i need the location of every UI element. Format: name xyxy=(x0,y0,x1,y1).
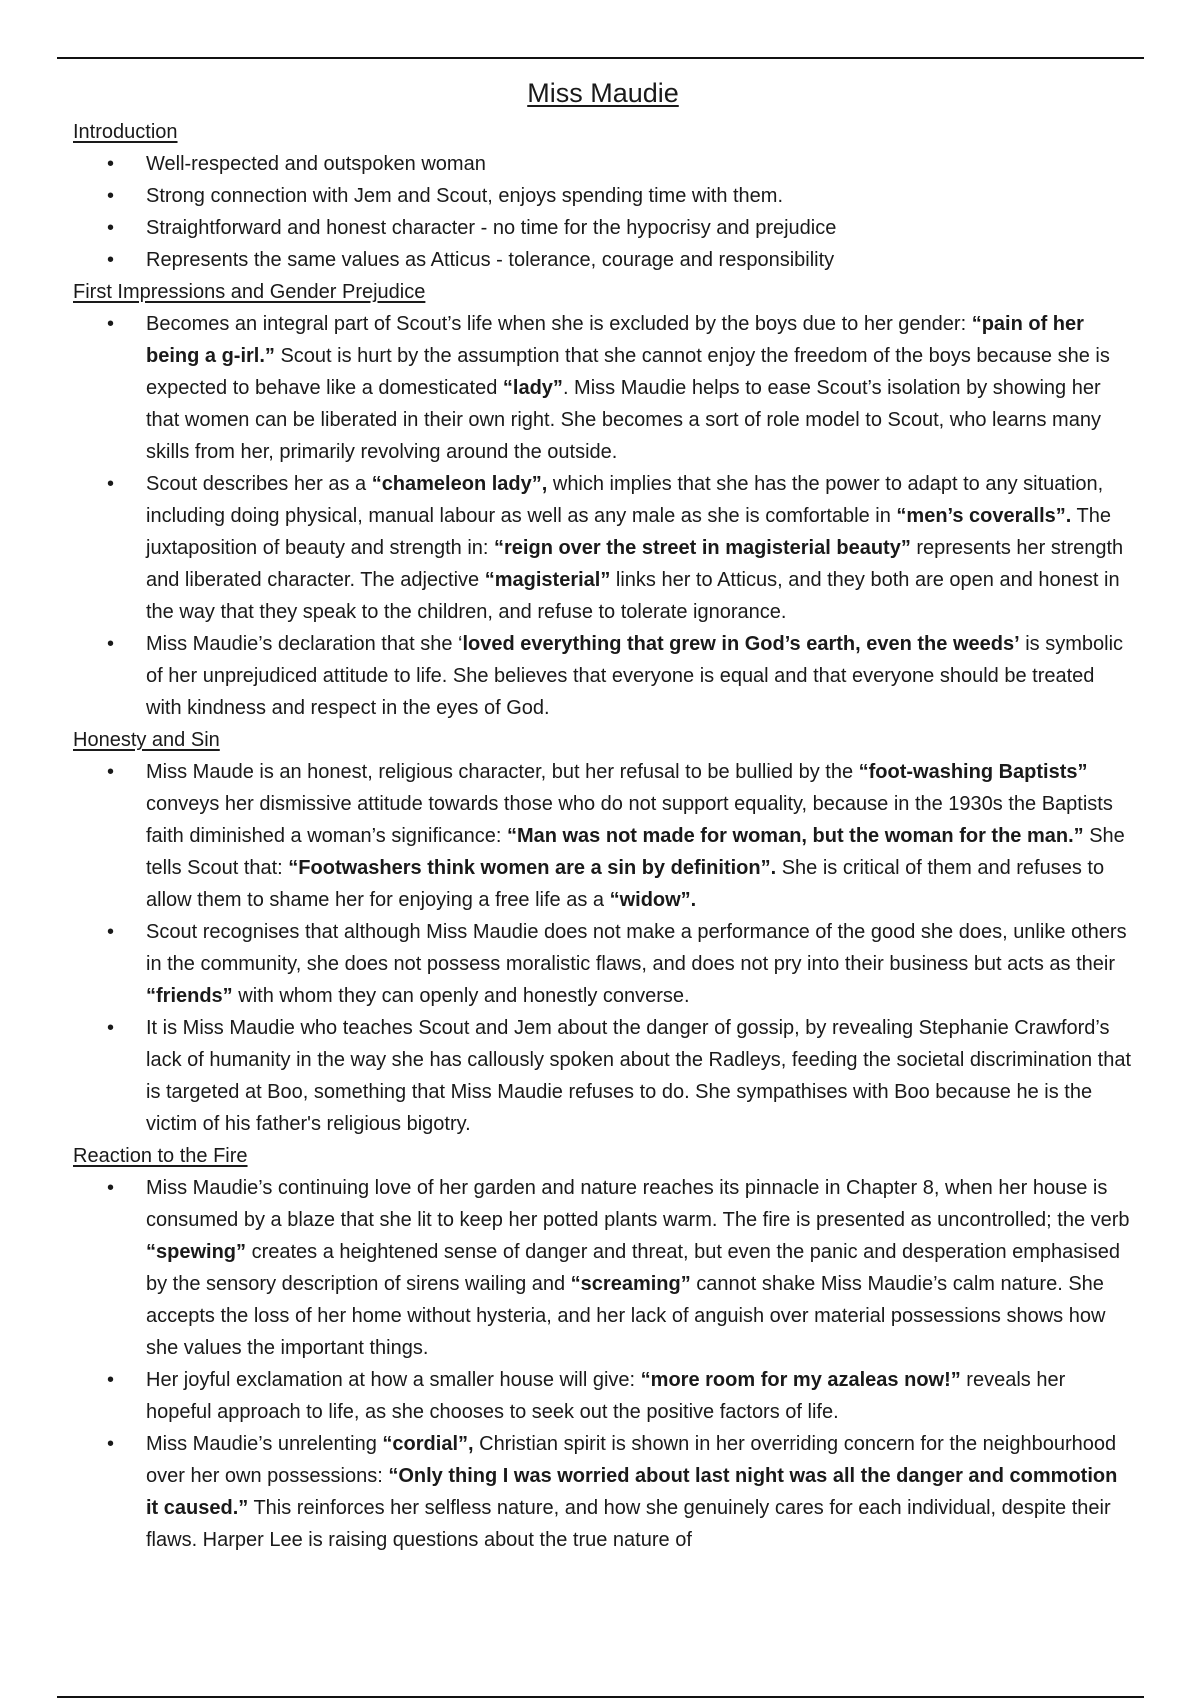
list-item xyxy=(73,1012,1133,1140)
bullet-icon: • xyxy=(107,153,115,175)
quote-text: “lady” xyxy=(502,377,563,399)
body-text: Straightforward and honest character - no time for the hypocrisy and prejudice xyxy=(146,217,837,239)
bullet-icon: • xyxy=(107,249,115,271)
bullet-icon: • xyxy=(107,473,115,495)
quote-text: “cordial”, xyxy=(382,1433,474,1455)
bullet-icon: • xyxy=(107,185,115,207)
list-item xyxy=(73,1428,1133,1556)
list-item xyxy=(73,308,1133,468)
body-text: Miss Maudie’s continuing love of her garden and nature reaches its pinnacle in Chapter 8, when her house is consumed by a blaze that she lit to keep her potted plants warm. The fire is presented as uncontrolled; the verb xyxy=(146,1177,1130,1231)
quote-text: “men’s coveralls”. xyxy=(896,505,1072,527)
body-text: Christian spirit is shown in her overriding concern for the neighbourhood over her own possessions: xyxy=(146,1433,1117,1487)
body-text: Scout describes her as a xyxy=(146,473,372,495)
body-text: Strong connection with Jem and Scout, enjoys spending time with them. xyxy=(146,185,784,207)
bullet-icon: • xyxy=(107,921,115,943)
quote-text: “reign over the street in magisterial beauty” xyxy=(494,537,911,559)
list-item xyxy=(73,180,1133,212)
quote-text: “foot-washing Baptists” xyxy=(858,761,1088,783)
body-text: Miss Maudie’s declaration that she ‘ xyxy=(146,633,463,655)
document-body xyxy=(73,116,1133,1556)
list-item xyxy=(73,148,1133,180)
body-text: conveys her dismissive attitude towards those who do not support equality, because in the 1930s the Baptists faith diminished a woman’s significance: xyxy=(146,793,1113,847)
list-item xyxy=(73,468,1133,628)
quote-text: “pain of her being a g-irl.” xyxy=(146,313,1084,367)
bullet-list xyxy=(73,1172,1133,1556)
document-title: Miss Maudie xyxy=(527,78,679,108)
quote-text: “magisterial” xyxy=(484,569,611,591)
quote-text: “Footwashers think women are a sin by definition”. xyxy=(288,857,777,879)
body-text: is symbolic of her unprejudiced attitude to life. She believes that everyone is equal and that everyone should be treated with kindness and respect in the eyes of God. xyxy=(146,633,1124,719)
top-rule xyxy=(57,57,1144,59)
section-heading: Reaction to the Fire xyxy=(73,1145,248,1167)
body-text: which implies that she has the power to adapt to any situation, including doing physical, manual labour as well as any male as she is comfortable in xyxy=(146,473,1104,527)
document-page xyxy=(73,72,1133,1556)
quote-text: “spewing” xyxy=(146,1241,247,1263)
body-text: Her joyful exclamation at how a smaller house will give: xyxy=(146,1369,641,1391)
body-text: creates a heightened sense of danger and threat, but even the panic and desperation emphasised by the sensory description of sirens wailing and xyxy=(146,1241,1120,1295)
list-item xyxy=(73,1172,1133,1364)
body-text: represents her strength and liberated character. The adjective xyxy=(146,537,1124,591)
section-heading: Honesty and Sin xyxy=(73,729,220,751)
body-text: cannot shake Miss Maudie’s calm nature. She accepts the loss of her home without hysteria, and her lack of anguish over material possessions shows how she values the important things. xyxy=(146,1273,1106,1359)
body-text: Scout is hurt by the assumption that she cannot enjoy the freedom of the boys because she is expected to behave like a domesticated xyxy=(146,345,1110,399)
body-text: Scout recognises that although Miss Maudie does not make a performance of the good she does, unlike others in the community, she does not possess moralistic flaws, and does not pry into their business but acts as their xyxy=(146,921,1127,975)
bullet-icon: • xyxy=(107,761,115,783)
body-text: reveals her hopeful approach to life, as she chooses to seek out the positive factors of life. xyxy=(146,1369,1066,1423)
bullet-list xyxy=(73,148,1133,276)
section-heading: First Impressions and Gender Prejudice xyxy=(73,281,426,303)
list-item xyxy=(73,1364,1133,1428)
body-text: The juxtaposition of beauty and strength in: xyxy=(146,505,1111,559)
section-heading: Introduction xyxy=(73,121,178,143)
bullet-list xyxy=(73,756,1133,1140)
bullet-icon: • xyxy=(107,1369,115,1391)
body-text: with whom they can openly and honestly converse. xyxy=(232,985,690,1007)
body-text: Miss Maude is an honest, religious character, but her refusal to be bullied by the xyxy=(146,761,859,783)
list-item xyxy=(73,916,1133,1012)
body-text: She is critical of them and refuses to allow them to shame her for enjoying a free life as a xyxy=(146,857,1105,911)
list-item xyxy=(73,756,1133,916)
body-text: She tells Scout that: xyxy=(146,825,1125,879)
bottom-rule xyxy=(57,1696,1144,1698)
body-text: . Miss Maudie helps to ease Scout’s isolation by showing her that women can be liberated in their own right. She becomes a sort of role model to Scout, who learns many skills from her, primarily revolving around the outside. xyxy=(146,377,1101,463)
bullet-icon: • xyxy=(107,1433,115,1455)
list-item xyxy=(73,628,1133,724)
bullet-icon: • xyxy=(107,217,115,239)
body-text: Miss Maudie’s unrelenting xyxy=(146,1433,383,1455)
quote-text: “friends” xyxy=(146,985,233,1007)
body-text: It is Miss Maudie who teaches Scout and Jem about the danger of gossip, by revealing Stephanie Crawford’s lack of humanity in the way she has callously spoken about the Radleys, feeding the societal discrimination that is targeted at Boo, something that Miss Maudie refuses to do. She sympathises with Boo because he is the victim of his father's religious bigotry. xyxy=(146,1017,1131,1135)
quote-text: loved everything that grew in God’s earth, even the weeds’ xyxy=(462,633,1020,655)
body-text: This reinforces her selfless nature, and how she genuinely cares for each individual, despite their flaws. Harper Lee is raising questions about the true nature of xyxy=(146,1497,1111,1551)
bullet-list xyxy=(73,308,1133,724)
list-item xyxy=(73,212,1133,244)
list-item xyxy=(73,244,1133,276)
quote-text: “Only thing I was worried about last night was all the danger and commotion it caused.” xyxy=(146,1465,1118,1519)
quote-text: “Man was not made for woman, but the woman for the man.” xyxy=(506,825,1084,847)
quote-text: “more room for my azaleas now!” xyxy=(640,1369,961,1391)
bullet-icon: • xyxy=(107,313,115,335)
quote-text: “widow”. xyxy=(609,889,697,911)
bullet-icon: • xyxy=(107,1017,115,1039)
body-text: Becomes an integral part of Scout’s life when she is excluded by the boys due to her gender: xyxy=(146,313,972,335)
bullet-icon: • xyxy=(107,633,115,655)
quote-text: “chameleon lady”, xyxy=(371,473,548,495)
bullet-icon: • xyxy=(107,1177,115,1199)
body-text: Represents the same values as Atticus - tolerance, courage and responsibility xyxy=(146,249,835,271)
quote-text: “screaming” xyxy=(570,1273,691,1295)
body-text: Well-respected and outspoken woman xyxy=(146,153,486,175)
body-text: links her to Atticus, and they both are open and honest in the way that they speak to the children, and refuse to tolerate ignorance. xyxy=(146,569,1120,623)
